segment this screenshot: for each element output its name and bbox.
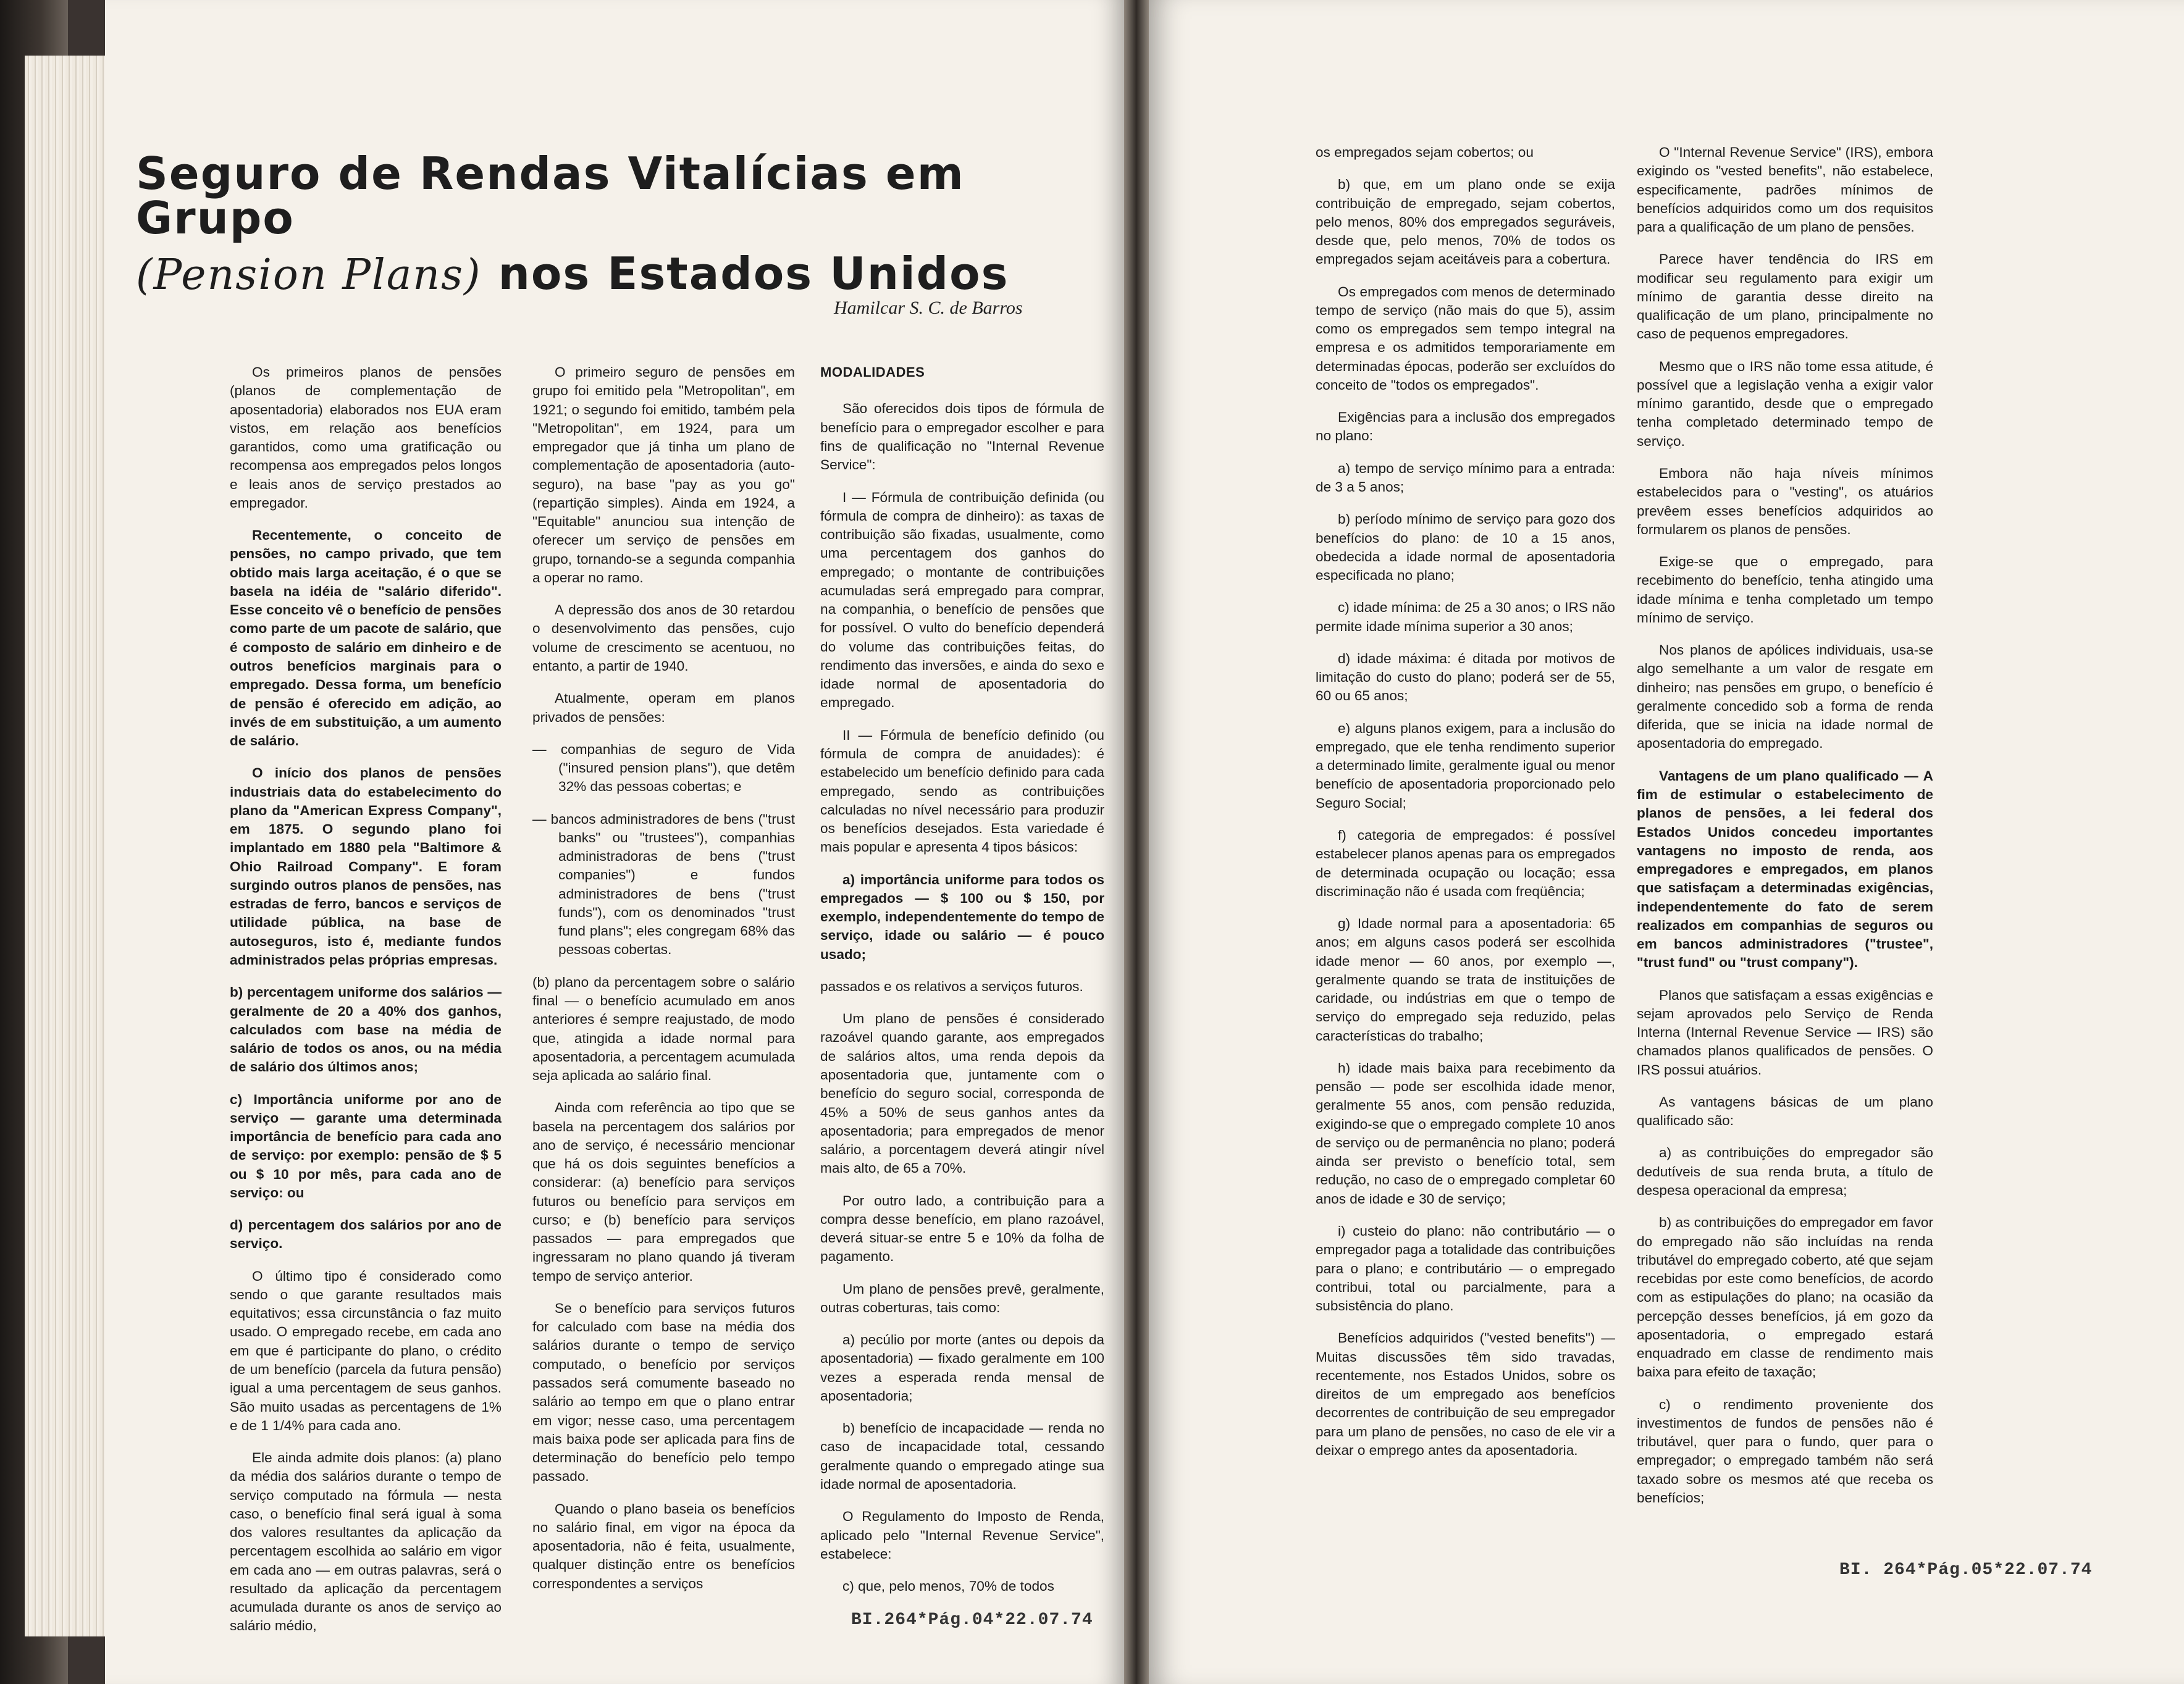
article-title: [136, 148, 1099, 300]
paragraph: f) categoria de empregados: é possível estabelecer planos apenas para os empregados de determinada ocupação ou locação; essa discriminação não é usada com freqüência;: [1316, 827, 1615, 899]
paragraph: a) pecúlio por morte (antes ou depois da aposentadoria) — fixado geralmente em 100 vezes a esperada renda mensal de aposentadoria;: [820, 1332, 1104, 1404]
paragraph: Os primeiros planos de pensões (planos de complementação de aposentadoria) elaborados nos EUA eram vistos, em relação aos benefícios garantidos, como uma gratificação ou recompensa aos empregados pelos longos e leais anos de serviço prestados ao empregador.: [230, 364, 502, 511]
paragraph: c) que, pelo menos, 70% de todos: [842, 1578, 1054, 1594]
paragraph: b) benefício de incapacidade — renda no caso de incapacidade total, cessando geralmente quando o empregado atinge sua idade normal de aposentadoria.: [820, 1420, 1104, 1493]
paragraph: a) tempo de serviço mínimo para a entrada: de 3 a 5 anos;: [1316, 460, 1615, 495]
paragraph: Ele ainda admite dois planos: (a) plano da média dos salários durante o tempo de serviço computado na fórmula — nesta caso, o benefício final será igual à soma dos valores resultantes da aplicação da percentagem escolhida ao salário em vigor em cada ano — em outras palavras, será o resultado da aplicação da percentagem acumulada durante os anos de serviço ao salário médio,: [230, 1450, 502, 1634]
paragraph: passados e os relativos a serviços futuros.: [820, 978, 1083, 994]
paragraph: As vantagens básicas de um plano qualificado são:: [1637, 1094, 1933, 1129]
paragraph: São oferecidos dois tipos de fórmula de benefício para o empregador escolher e para fins de qualificação no "Internal Revenue Service":: [820, 401, 1104, 473]
paragraph: Por outro lado, a contribuição para a compra desse benefício, em plano razoável, deverá situar-se entre 5 e 10% da folha de pagamento.: [820, 1192, 1104, 1265]
paragraph: d) idade máxima: é ditada por motivos de limitação do custo do plano; poderá ser de 55, 60 ou 65 anos;: [1316, 650, 1615, 704]
title-line-2: [136, 248, 1099, 300]
paragraph: e) alguns planos exigem, para a inclusão do empregado, que ele tenha rendimento superior a determinado limite, geralmente igual ou menor benefício de aposentadoria proporcionado pelo Seguro Social;: [1316, 720, 1615, 811]
paragraph: b) percentagem uniforme dos salários — geralmente de 20 a 40% dos ganhos, calculados com base na média de salário de todos os anos, ou na média de salário dos últimos anos;: [230, 984, 502, 1075]
book-gutter: [1124, 0, 1149, 1684]
title-line-2-rest: nos Estados Unidos: [498, 248, 1009, 300]
paragraph: O início dos planos de pensões industriais data do estabelecimento do plano da "American Express Company", em 1875. O segundo plano foi implantado em 1880 pela "Baltimore & Ohio Railroad Company". E foram surgindo outros planos de pensões, nas estradas de ferro, bancos e serviços de utilidade pública, na base de autoseguros, isto é, mediante fundos administrados pelas próprias empresas.: [230, 765, 502, 968]
paragraph: II — Fórmula de benefício definido (ou fórmula de compra de anuidades): é estabelecido um benefício definido para cada empregado, sendo as contribuições calculadas no nível necessário para produzir os benefícios desejados. Esta variedade é mais popular e apresenta 4 tipos básicos:: [820, 727, 1104, 855]
paragraph: Recentemente, o conceito de pensões, no campo privado, que tem obtido mais larga aceitação, é o que se basela na idéia de "salário diferido". Esse conceito vê o benefício de pensões como parte de um pacote de salário, que é composto de salário em dinheiro e de outros benefícios marginais para o empregado. Dessa forma, um benefício de pensão é oferecido em adição, ao invés de em substituição, a um aumento de salário.: [230, 527, 502, 749]
title-italic-part: (Pension Plans): [136, 251, 482, 300]
paragraph: A depressão dos anos de 30 retardou o desenvolvimento das pensões, cujo volume de crescimento se acentuou, no entanto, a partir de 1940.: [532, 602, 795, 674]
paragraph: c) idade mínima: de 25 a 30 anos; o IRS não permite idade mínima superior a 30 anos;: [1316, 600, 1615, 634]
paragraph: Planos que satisfaçam a essas exigências e sejam aprovados pelo Serviço de Renda Interna (Internal Revenue Service — IRS) são chamados planos qualificados de pensões. O IRS possui atuários.: [1637, 987, 1933, 1078]
list: [532, 740, 795, 960]
paragraph: Atualmente, operam em planos privados de pensões:: [532, 690, 795, 725]
paragraph: Ainda com referência ao tipo que se basela na percentagem dos salários por ano de serviço, é necessário mencionar que há os dois seguintes benefícios a considerar: (a) benefício para serviços futuros ou benefício para serviços em curso; e (b) benefício para serviços passados — para empregados que ingressaram no plano quando já tiveram tempo de serviço anterior.: [532, 1100, 795, 1284]
paragraph: os empregados sejam cobertos; ou: [1316, 145, 1534, 160]
paragraph: Benefícios adquiridos ("vested benefits") — Muitas discussões têm sido travadas, recentemente, nos Estados Unidos, sobre os direitos de um empregado aos benefícios decorrentes de contribuição de seu empregador para um plano de pensões, no caso de ele vir a deixar o emprego antes da aposentadoria.: [1316, 1330, 1615, 1458]
left-column-3: [820, 363, 1104, 1609]
paragraph: O último tipo é considerado como sendo o que garante resultados mais equitativos; essa circunstância o faz muito usado. O empregado recebe, em cada ano em que é participante do plano, o crédito de um benefício (parcela da futura pensão) igual a uma percentagem de seus ganhos. São muito usadas as percentagens de 1% e de 1 1/4% para cada ano.: [230, 1268, 502, 1433]
paragraph: b) período mínimo de serviço para gozo dos benefícios do plano: de 10 a 15 anos, obedecida a idade normal de aposentadoria especificada no plano;: [1316, 511, 1615, 584]
paragraph: a) importância uniforme para todos os empregados — $ 100 ou $ 150, por exemplo, independentemente do tempo de serviço, idade ou salário — é pouco usado;: [820, 871, 1104, 962]
page-edges: [25, 56, 111, 1636]
right-column-2: [1637, 143, 1933, 1521]
paragraph: h) idade mais baixa para recebimento da pensão — pode ser escolhida idade menor, geralmente 55 anos, com pensão reduzida, exigindo-se que o empregado complete 10 anos de serviço ou de permanência no plano; poderá ainda ser previsto o benefício total, sem redução, no caso de o empregado completar 60 anos de idade e 30 de serviço;: [1316, 1060, 1615, 1207]
paragraph: a) as contribuições do empregador são dedutíveis de sua renda bruta, a título de despesa operacional da empresa;: [1637, 1145, 1933, 1199]
paragraph: Embora não haja níveis mínimos estabelecidos para o "vesting", os atuários prevêem esses benefícios adquiridos ao formularem os planos de pensões.: [1637, 465, 1933, 537]
paragraph: d) percentagem dos salários por ano de serviço.: [230, 1217, 502, 1252]
paragraph: Quando o plano baseia os benefícios no salário final, em vigor na época da aposentadoria, não é feita, usualmente, qualquer distinção entre os benefícios correspondentes a serviços: [532, 1501, 795, 1591]
paragraph: c) o rendimento proveniente dos investimentos de fundos de pensões não é tributável, quer para o fundo, quer para o empregador; o empregado também não será taxado sobre os mesmos até que receba os benefícios;: [1637, 1396, 1933, 1506]
paragraph: c) Importância uniforme por ano de serviço — garante uma determinada importância de benefício para cada ano de serviço: por exemplo: pensão de $ 5 ou $ 10 por mês, para cada ano de serviço: ou: [230, 1091, 502, 1200]
paragraph: O primeiro seguro de pensões em grupo foi emitido pela "Metropolitan", em 1921; o segundo foi emitido, também pela "Metropolitan", em 1924, para um empregador que já tinha um plano de complementação de aposentadoria (auto-seguro), na base "pay as you go" (repartição simples). Ainda em 1924, a "Equitable" anunciou sua intenção de oferecer um serviço de pensões em grupo, tornando-se a segunda companhia a operar no ramo.: [532, 364, 795, 585]
paragraph: (b) plano da percentagem sobre o salário final — o benefício acumulado em anos anteriores é sempre reajustado, de modo que, atingida a idade normal para aposentadoria, a percentagem acumulada seja aplicada ao salário final.: [532, 974, 795, 1084]
right-column-1: [1316, 143, 1615, 1473]
paragraph: Se o benefício para serviços futuros for calculado com base na média dos salários durante o tempo de serviço computado, o benefício por serviços passados será comumente baseado no salário ao tempo em que o plano entrar em vigor; nesse caso, uma percentagem mais baixa pode ser aplicada para fins de determinação do benefício pelo tempo passado.: [532, 1300, 795, 1485]
paragraph: Exigências para a inclusão dos empregados no plano:: [1316, 409, 1615, 444]
paragraph: b) as contribuições do empregador em favor do empregado não são incluídas na renda tributável do empregado coberto, até que sejam recebidas por este como benefícios, de acordo com as estipulações do plano; na ocasião da percepção desses benefícios, já em gozo da aposentadoria, o empregado estará enquadrado em classe de rendimento mais baixa para efeito de taxação;: [1637, 1215, 1933, 1380]
paragraph: Mesmo que o IRS não tome essa atitude, é possível que a legislação venha a exigir valor mínimo garantido, desde que o empregado tenha completado determinado tempo de serviço.: [1637, 358, 1933, 449]
paragraph: Os empregados com menos de determinado tempo de serviço (não mais do que 5), assim como os empregados sem tempo integral na empresa e os admitidos temporariamente em determinadas épocas, poderão ser excluídos do conceito de "todos os empregados".: [1316, 283, 1615, 393]
paragraph: O "Internal Revenue Service" (IRS), embora exigindo os "vested benefits", não estabelece, especificamente, padrões mínimos de benefícios adquiridos como um dos requisitos para a qualificação de um plano de pensões.: [1637, 145, 1933, 235]
paragraph: O Regulamento do Imposto de Renda, aplicado pelo "Internal Revenue Service", estabelece:: [820, 1509, 1104, 1562]
paragraph: Exige-se que o empregado, para recebimento do benefício, tenha atingido uma idade mínima e tenha completado um tempo mínimo de serviço.: [1637, 554, 1933, 626]
paragraph: Vantagens de um plano qualificado — A fim de estimular o estabelecimento de planos de pensões, a lei federal dos Estados Unidos concedeu importantes vantagens no imposto de renda, aos empregadores e empregados, em planos que satisfaçam a determinadas exigências, independentemente do fato de serem realizados em companhias de seguros ou em bancos administradores ("trustee", "trust fund" ou "trust company").: [1637, 768, 1933, 971]
section-heading: MODALIDADES: [820, 364, 925, 380]
left-column-2: [532, 363, 795, 1607]
paragraph: Nos planos de apólices individuais, usa-se algo semelhante a um valor de resgate em dinheiro; nas pensões em grupo, o benefício é geralmente concedido sob a forma de renda diferida, que se inicia na idade normal de aposentadoria do empregado.: [1637, 642, 1933, 752]
paragraph: g) Idade normal para a aposentadoria: 65 anos; em alguns casos poderá ser escolhida idade menor — 60 anos, por exemplo —, geralmente quando se trata de instituições de caridade, ou indústrias em que o tempo de serviço do empregado seja reduzido, pelas características do trabalho;: [1316, 916, 1615, 1044]
left-page-footer: BI.264*Pág.04*22.07.74: [851, 1611, 1093, 1630]
paragraph: b) que, em um plano onde se exija contribuição de empregado, sejam cobertos, pelo menos, 80% dos empregados seguráveis, desde que, pelo menos, 70% de todos os empregados sejam aceitáveis para a cobertura.: [1316, 177, 1615, 267]
paragraph: Um plano de pensões prevê, geralmente, outras coberturas, tais como:: [820, 1281, 1104, 1315]
paragraph: Um plano de pensões é considerado razoável quando garante, aos empregados de salários altos, uma renda depois da aposentadoria que, juntamente com o benefício do seguro social, corresponda de 45% a 50% de seus ganhos antes da aposentadoria; para empregados de menor salário, a porcentagem deverá atingir nível mais alto, de 65 a 70%.: [820, 1011, 1104, 1176]
paragraph: i) custeio do plano: não contributário — o empregador paga a totalidade das contribuições para o plano; e contributário — o empregado contribui, total ou parcialmente, para a subsistência do plano.: [1316, 1223, 1615, 1314]
paragraph: I — Fórmula de contribuição definida (ou fórmula de compra de dinheiro): as taxas de contribuição são fixadas, usualmente, como uma percentagem dos ganhos do empregado; o montante de contribuições acumuladas será empregado para comprar, na companhia, o benefício de pensões que for possível. O vulto do benefício dependerá do volume das contribuições feitas, do rendimento das inversões, e ainda do sexo e idade normal de aposentadoria do empregado.: [820, 489, 1104, 711]
author-name: Hamilcar S. C. de Barros: [834, 298, 1023, 318]
list-item: — companhias de seguro de Vida ("insured pension plans"), que detêm 32% das pessoas cobertas; e: [532, 741, 795, 795]
left-column-1: [230, 363, 502, 1649]
right-page-footer: BI. 264*Pág.05*22.07.74: [1839, 1560, 2093, 1580]
paragraph: Parece haver tendência do IRS em modificar seu regulamento para exigir um mínimo de garantia desse direito na qualificação de um plano, principalmente no caso de pequenos empregadores.: [1637, 251, 1933, 342]
list-item: — bancos administradores de bens ("trust banks" ou "trustees"), companhias administradoras de bens ("trust companies") e fundos administradores de bens ("trust funds"), com os denominados "trust fund plans"; eles congregam 68% das pessoas cobertas.: [532, 811, 795, 958]
title-line-1: Seguro de Rendas Vitalícias em Grupo: [136, 148, 965, 244]
